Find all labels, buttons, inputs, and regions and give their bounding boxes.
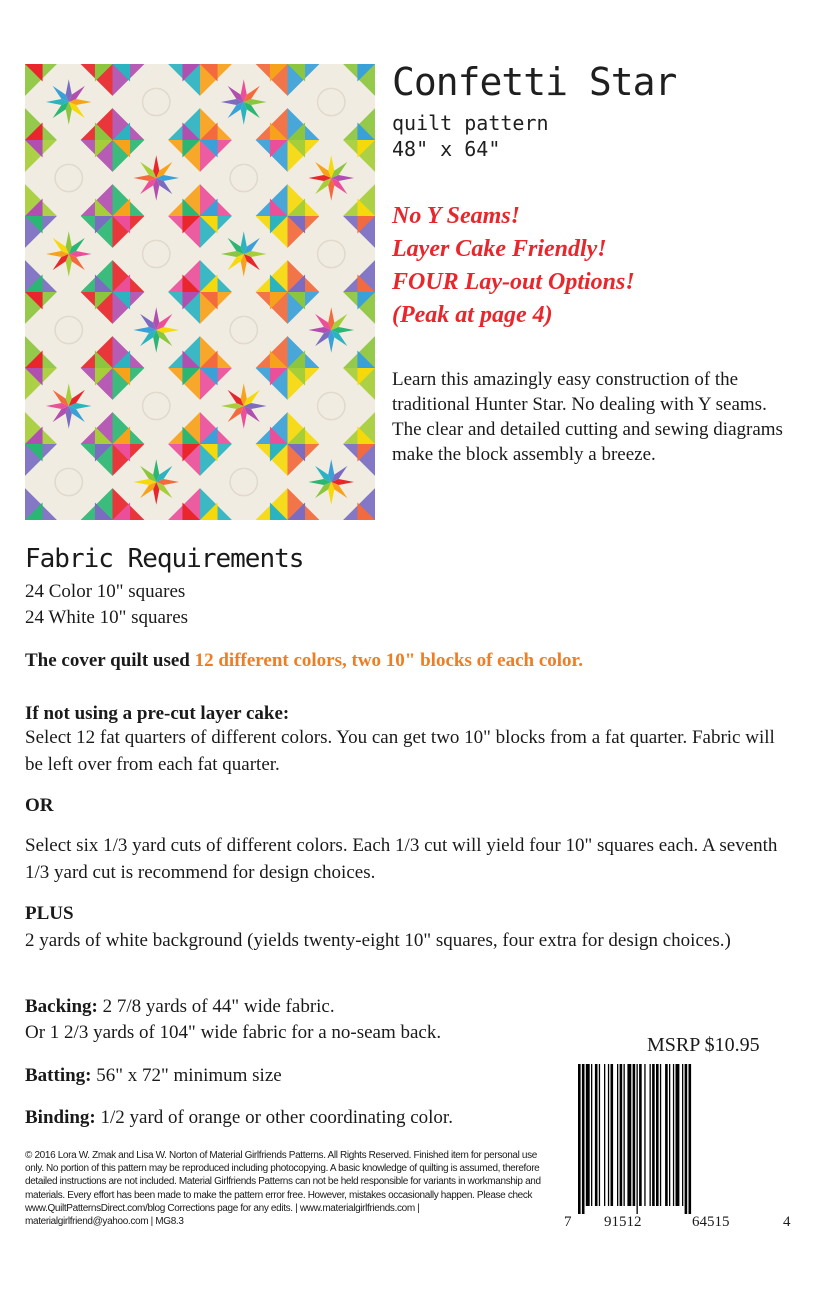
highlight-item: FOUR Lay-out Options! — [392, 269, 635, 295]
barcode-digit-last: 4 — [783, 1214, 791, 1230]
barcode-bars — [578, 1064, 796, 1214]
pattern-title: Confetti Star — [392, 60, 677, 104]
fabric-requirements-heading: Fabric Requirements — [25, 544, 304, 574]
highlight-item: Layer Cake Friendly! — [392, 236, 607, 262]
plus-heading-text: PLUS — [25, 903, 74, 924]
copyright-footer: © 2016 Lora W. Zmak and Lisa W. Norton of Material Girlfriends Patterns. All Rights Reserved. Finished item for personal use only. No portion of this pattern may be reproduced including photocopying. A basic knowledge of quilting is assumed, therefore detailed instructions are not included. Material Girlfriends Patterns can not be held responsible for variants in workmanship and materials. Every effort has been made to make the pattern error free. However, mistakes occasionally happen. Please check www.QuiltPatternsDirect.com/blog Corrections page for any edits. | www.materialgirlfriends.com | materialgirlfriend@yahoo.com | MG8.3 — [25, 1150, 541, 1228]
cover-note-highlight: 12 different colors, two 10" blocks of each color. — [194, 650, 583, 671]
precut-heading — [25, 700, 795, 727]
pattern-subtitle: quilt pattern — [392, 111, 549, 135]
barcode-digits-right: 64515 — [692, 1214, 730, 1230]
or-label-text: OR — [25, 795, 54, 816]
backing-line — [25, 993, 795, 1020]
third-yard-text: Select six 1/3 yard cuts of different colors. Each 1/3 cut will yield four 10" squares each. A seventh 1/3 yard cut is recommend for design choices. — [25, 835, 778, 883]
or-label — [25, 792, 795, 819]
cover-quilt-note — [25, 647, 795, 674]
batting-label: Batting: — [25, 1065, 92, 1086]
white-squares-line: 24 White 10" squares — [25, 607, 189, 628]
backing-text: 2 7/8 yards of 44" wide fabric. — [97, 996, 335, 1017]
barcode-digit-first: 7 — [564, 1214, 572, 1230]
binding-label: Binding: — [25, 1107, 96, 1128]
color-squares-line: 24 Color 10" squares — [25, 581, 186, 602]
highlight-item: No Y Seams! — [392, 203, 521, 229]
precut-heading-text: If not using a pre-cut layer cake: — [25, 703, 290, 724]
quilt-image — [25, 64, 375, 520]
barcode-digits-left: 91512 — [604, 1214, 642, 1230]
binding-text: 1/2 yard of orange or other coordinating color. — [95, 1107, 453, 1128]
quilt-size: 48" x 64" — [392, 137, 501, 161]
highlight-item: (Peak at page 4) — [392, 302, 553, 328]
pattern-description: Learn this amazingly easy construction of the traditional Hunter Star. No dealing with Y seams. The clear and detailed cutting and sewing diagrams make the block assembly a breeze. — [392, 369, 783, 465]
batting-text: 56" x 72" minimum size — [91, 1065, 282, 1086]
upc-barcode — [578, 1064, 796, 1154]
precut-text: Select 12 fat quarters of different colors. You can get two 10" blocks from a fat quarter. Fabric will be left over from each fat quarter. — [25, 727, 775, 775]
msrp-price: MSRP $10.95 — [647, 1034, 760, 1056]
plus-text: 2 yards of white background (yields twenty-eight 10" squares, four extra for design choices.) — [25, 930, 731, 951]
highlights-list — [392, 200, 635, 332]
plus-heading — [25, 900, 795, 927]
cover-note-prefix: The cover quilt used — [25, 650, 195, 671]
backing-alt-line: Or 1 2/3 yards of 104" wide fabric for a no-seam back. — [25, 1022, 442, 1043]
backing-label: Backing: — [25, 996, 98, 1017]
quilt-cover-photo — [25, 64, 375, 520]
